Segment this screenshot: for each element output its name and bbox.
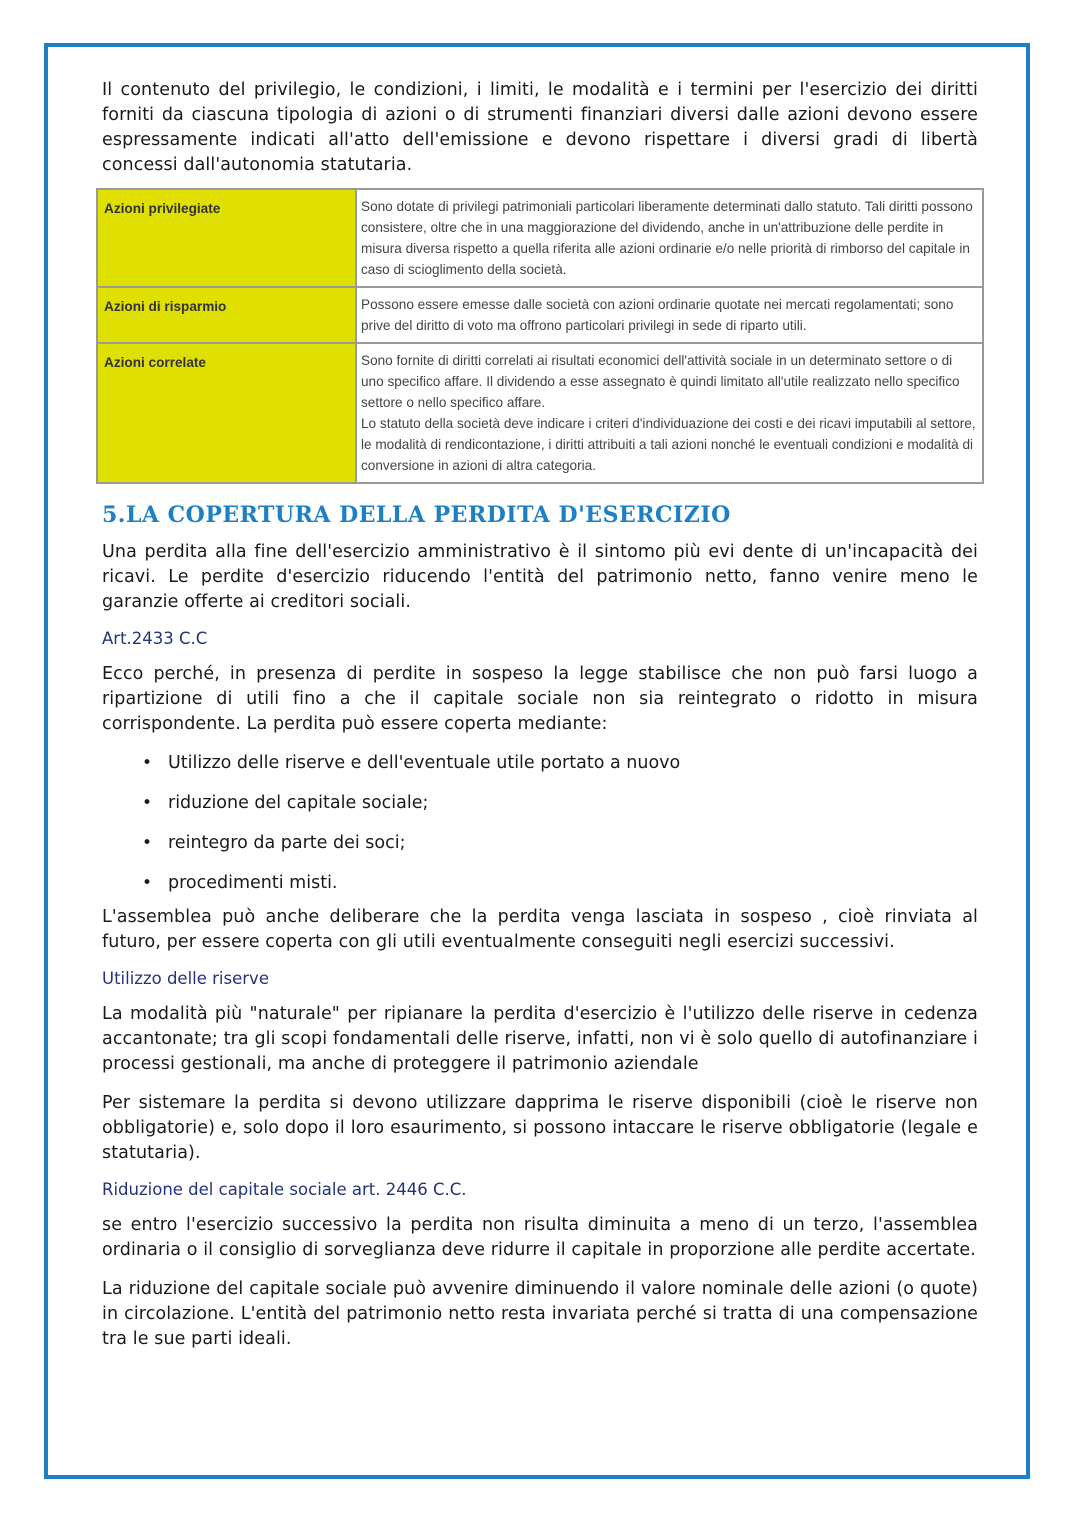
azioni-description: Sono dotate di privilegi patrimoniali particolari liberamente determinati dallo statuto. Tali diritti possono consistere, oltre che in una maggiorazione del dividendo, anche in un'attribuzione delle perdite in misura diversa rispetto a quella riferita alle azioni ordinarie e/o nelle priorità di rimborso del capitale in caso di scioglimento della società. <box>356 189 983 287</box>
riduzione-paragraph-1: se entro l'esercizio successivo la perdita non risulta diminuita a meno di un terzo, l'assemblea ordinaria o il consiglio di sorveglianza deve ridurre il capitale in proporzione alle perdite accertate. <box>102 1215 978 1260</box>
section-intro: Una perdita alla fine dell'esercizio amministrativo è il sintomo più evi dente di un'incapacità dei ricavi. Le perdite d'esercizio riducendo l'entità del patrimonio netto, fanno venire meno le garanzie offerte ai creditori sociali. <box>102 542 978 612</box>
riserve-paragraph-2: Per sistemare la perdita si devono utilizzare dapprima le riserve disponibili (cioè le riserve non obbligatorie) e, solo dopo il loro esaurimento, si possono intaccare le riserve obbligatorie (legale e statutaria). <box>102 1093 978 1163</box>
list-item: • reintegro da parte dei soci; <box>142 831 978 856</box>
table-row <box>97 189 983 287</box>
azioni-description: Possono essere emesse dalle società con azioni ordinarie quotate nei mercati regolamentati; sono prive del diritto di voto ma offrono particolari privilegi in sede di riparto utili. <box>356 287 983 343</box>
azioni-description: Sono fornite di diritti correlati ai risultati economici dell'attività sociale in un determinato settore o di uno specifico affare. Il dividendo a esse assegnato è quindi limitato all'utile realizzato nello specifico settore o nello specifico affare. <box>361 353 960 410</box>
riduzione-paragraph-2: La riduzione del capitale sociale può avvenire diminuendo il valore nominale delle azioni (o quote) in circolazione. L'entità del patrimonio netto resta invariata perché si tratta di una compensazione tra le sue parti ideali. <box>102 1279 978 1349</box>
azioni-type: Azioni privilegiate <box>97 189 356 287</box>
section-title: 5.LA COPERTURA DELLA PERDITA D'ESERCIZIO <box>102 502 731 528</box>
riserve-paragraph-1: La modalità più "naturale" per ripianare la perdita d'esercizio è l'utilizzo delle riserve in cedenza accantonate; tra gli scopi fondamentali delle riserve, infatti, non vi è solo quello di autofinanziare i processi gestionali, ma anche di proteggere il patrimonio aziendale <box>102 1004 978 1074</box>
article-reference: Art.2433 C.C <box>102 629 208 648</box>
sospeso-paragraph: L'assemblea può anche deliberare che la perdita venga lasciata in sospeso , cioè rinviata al futuro, per essere coperta con gli utili eventualmente conseguiti negli esercizi successivi. <box>102 907 978 952</box>
riserve-heading: Utilizzo delle riserve <box>102 969 269 988</box>
azioni-description-continued: Lo statuto della società deve indicare i criteri d'individuazione dei costi e dei ricavi imputabili al settore, le modalità di rendicontazione, i diritti attribuiti a tali azioni nonché le eventuali condizioni e modalità di conversione in azioni di altra categoria. <box>361 416 976 473</box>
table-row <box>97 287 983 343</box>
copertura-list <box>142 751 978 896</box>
list-item: • Utilizzo delle riserve e dell'eventuale utile portato a nuovo <box>142 751 978 776</box>
article-text: Ecco perché, in presenza di perdite in sospeso la legge stabilisce che non può farsi luogo a ripartizione di utili fino a che il capitale sociale non sia reintegrato o ridotto in misura corrispondente. La perdita può essere coperta mediante: <box>102 664 978 734</box>
azioni-type: Azioni di risparmio <box>97 287 356 343</box>
page-content <box>102 78 978 1366</box>
intro-paragraph: Il contenuto del privilegio, le condizioni, i limiti, le modalità e i termini per l'esercizio dei diritti forniti da ciascuna tipologia di azioni o di strumenti finanziari diversi dalle azioni devono essere espressamente indicati all'atto dell'emissione e devono rispettare i diversi gradi di libertà concessi dall'autonomia statutaria. <box>102 80 978 175</box>
azioni-table <box>96 188 984 484</box>
table-row <box>97 343 983 483</box>
riduzione-heading: Riduzione del capitale sociale art. 2446 C.C. <box>102 1180 467 1199</box>
list-item: • procedimenti misti. <box>142 871 978 896</box>
list-item: • riduzione del capitale sociale; <box>142 791 978 816</box>
azioni-description-cell <box>356 343 983 483</box>
azioni-type: Azioni correlate <box>97 343 356 483</box>
